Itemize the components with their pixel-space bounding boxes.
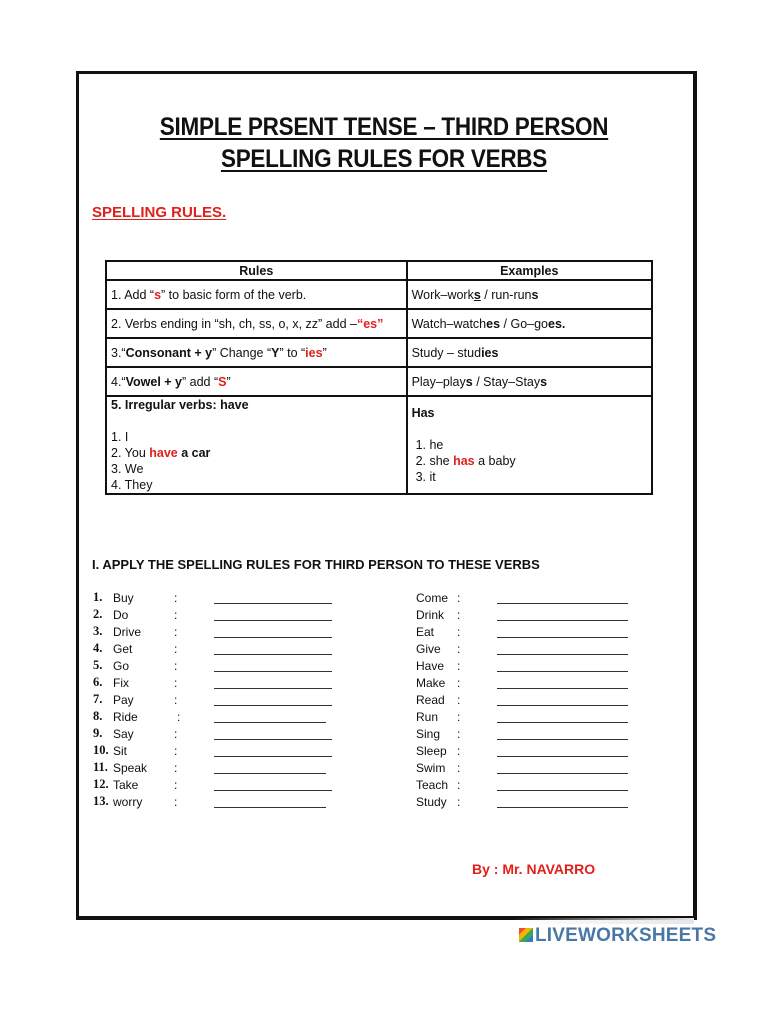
colon-separator: : — [174, 761, 178, 775]
example-cell: Study – studies — [407, 338, 652, 367]
colon-separator: : — [174, 778, 178, 792]
verb-label: Drive — [113, 625, 142, 639]
rule-cell: 5. Irregular verbs: have 1. I 2. You have a car 3. We 4. They — [106, 396, 407, 494]
colon-separator: : — [174, 727, 178, 741]
colon-separator: : — [457, 608, 461, 622]
colon-separator: : — [457, 591, 461, 605]
item-number: 10. — [93, 743, 109, 757]
verb-label: Say — [113, 727, 134, 741]
verb-label: Drink — [416, 608, 445, 622]
item-number: 3. — [93, 624, 103, 638]
exercise-heading: I. APPLY THE SPELLING RULES FOR THIRD PERSON TO THESE VERBS — [92, 557, 540, 572]
rule-cell: 3.“Consonant + y” Change “Y” to “ies” — [106, 338, 407, 367]
watermark: LIVEWORKSHEETS — [519, 925, 716, 947]
answer-blank[interactable] — [214, 625, 332, 638]
answer-blank[interactable] — [497, 710, 628, 723]
table-row — [106, 367, 652, 396]
colon-separator: : — [457, 642, 461, 656]
table-row — [106, 309, 652, 338]
colon-separator: : — [174, 591, 178, 605]
verb-label: Give — [416, 642, 441, 656]
table-header-row — [106, 261, 652, 280]
table-row — [106, 280, 652, 309]
table-row-irregular — [106, 396, 652, 494]
section-label: SPELLING RULES. — [92, 204, 227, 221]
answer-blank[interactable] — [497, 795, 628, 808]
verb-label: Run — [416, 710, 439, 724]
answer-blank[interactable] — [497, 778, 628, 791]
colon-separator: : — [457, 693, 461, 707]
verb-label: Ride — [113, 710, 138, 724]
author-credit: By : Mr. NAVARRO — [472, 861, 596, 877]
answer-blank[interactable] — [214, 676, 332, 689]
verb-label: Make — [416, 676, 446, 690]
item-number: 7. — [93, 692, 103, 706]
header-examples: Examples — [407, 261, 652, 280]
colon-separator: : — [174, 659, 178, 673]
example-cell: Play–plays / Stay–Stays — [407, 367, 652, 396]
rule-cell: 4.“Vowel + y” add “S” — [106, 367, 407, 396]
answer-blank[interactable] — [497, 693, 628, 706]
item-number: 9. — [93, 726, 103, 740]
item-number: 1. — [93, 590, 103, 604]
colon-separator: : — [457, 659, 461, 673]
answer-blank[interactable] — [214, 642, 332, 655]
verb-label: Swim — [416, 761, 446, 775]
colon-separator: : — [174, 676, 178, 690]
item-number: 4. — [93, 641, 103, 655]
answer-blank[interactable] — [214, 608, 332, 621]
answer-blank[interactable] — [214, 659, 332, 672]
worksheet-frame — [76, 71, 697, 920]
answer-blank[interactable] — [214, 778, 332, 791]
example-cell: Watch–watches / Go–goes. — [407, 309, 652, 338]
header-rules: Rules — [106, 261, 407, 280]
colon-separator: : — [457, 744, 461, 758]
verb-label: Do — [113, 608, 129, 622]
colon-separator: : — [174, 693, 178, 707]
colon-separator: : — [457, 625, 461, 639]
verb-label: Study — [416, 795, 447, 809]
colon-separator: : — [174, 608, 178, 622]
verb-label: Teach — [416, 778, 449, 792]
verb-label: Read — [416, 693, 445, 707]
answer-blank[interactable] — [214, 693, 332, 706]
verb-label: Pay — [113, 693, 134, 707]
answer-blank[interactable] — [497, 625, 628, 638]
colon-separator: : — [457, 795, 461, 809]
answer-blank[interactable] — [214, 727, 332, 740]
item-number: 11. — [93, 760, 108, 774]
colon-separator: : — [174, 642, 178, 656]
verb-label: Go — [113, 659, 130, 673]
title-line-2: SPELLING RULES FOR VERBS — [220, 145, 548, 173]
verb-label: Have — [416, 659, 445, 673]
colon-separator: : — [457, 778, 461, 792]
item-number: 8. — [93, 709, 103, 723]
answer-blank[interactable] — [214, 744, 332, 757]
rule-cell: 1. Add “s” to basic form of the verb. — [106, 280, 407, 309]
colon-separator: : — [457, 676, 461, 690]
answer-blank[interactable] — [497, 608, 628, 621]
verb-label: Come — [416, 591, 449, 605]
example-cell: Work–works / run-runs — [407, 280, 652, 309]
page-shadow — [510, 918, 694, 924]
colon-separator: : — [174, 744, 178, 758]
item-number: 12. — [93, 777, 109, 791]
rules-table — [105, 260, 653, 495]
answer-blank[interactable] — [497, 744, 628, 757]
verb-label: Take — [113, 778, 139, 792]
colon-separator: : — [177, 710, 181, 724]
verb-label: Sit — [113, 744, 128, 758]
rule-cell: 2. Verbs ending in “sh, ch, ss, o, x, zz” add –“es” — [106, 309, 407, 338]
answer-blank[interactable] — [214, 761, 326, 774]
answer-blank[interactable] — [497, 727, 628, 740]
item-number: 5. — [93, 658, 103, 672]
verb-label: Buy — [113, 591, 134, 605]
verb-label: Speak — [113, 761, 148, 775]
item-number: 13. — [93, 794, 109, 808]
verb-label: Eat — [416, 625, 435, 639]
answer-blank[interactable] — [497, 591, 628, 604]
answer-blank[interactable] — [214, 710, 326, 723]
colon-separator: : — [174, 625, 178, 639]
colon-separator: : — [457, 761, 461, 775]
colon-separator: : — [457, 710, 461, 724]
verb-label: Fix — [113, 676, 129, 690]
answer-blank[interactable] — [214, 795, 326, 808]
verb-label: worry — [113, 795, 143, 809]
item-number: 6. — [93, 675, 103, 689]
answer-blank[interactable] — [214, 591, 332, 604]
answer-blank[interactable] — [497, 676, 628, 689]
title-line-1: SIMPLE PRSENT TENSE – THIRD PERSON — [159, 113, 609, 141]
answer-blank[interactable] — [497, 642, 628, 655]
table-row — [106, 338, 652, 367]
colon-separator: : — [457, 727, 461, 741]
item-number: 2. — [93, 607, 103, 621]
answer-blank[interactable] — [497, 659, 628, 672]
answer-blank[interactable] — [497, 761, 628, 774]
verb-label: Get — [113, 642, 133, 656]
liveworksheets-logo-icon — [519, 928, 533, 942]
colon-separator: : — [174, 795, 178, 809]
verb-label: Sing — [416, 727, 441, 741]
verb-label: Sleep — [416, 744, 447, 758]
example-cell: Has 1. he 2. she has a baby 3. it — [407, 396, 652, 494]
